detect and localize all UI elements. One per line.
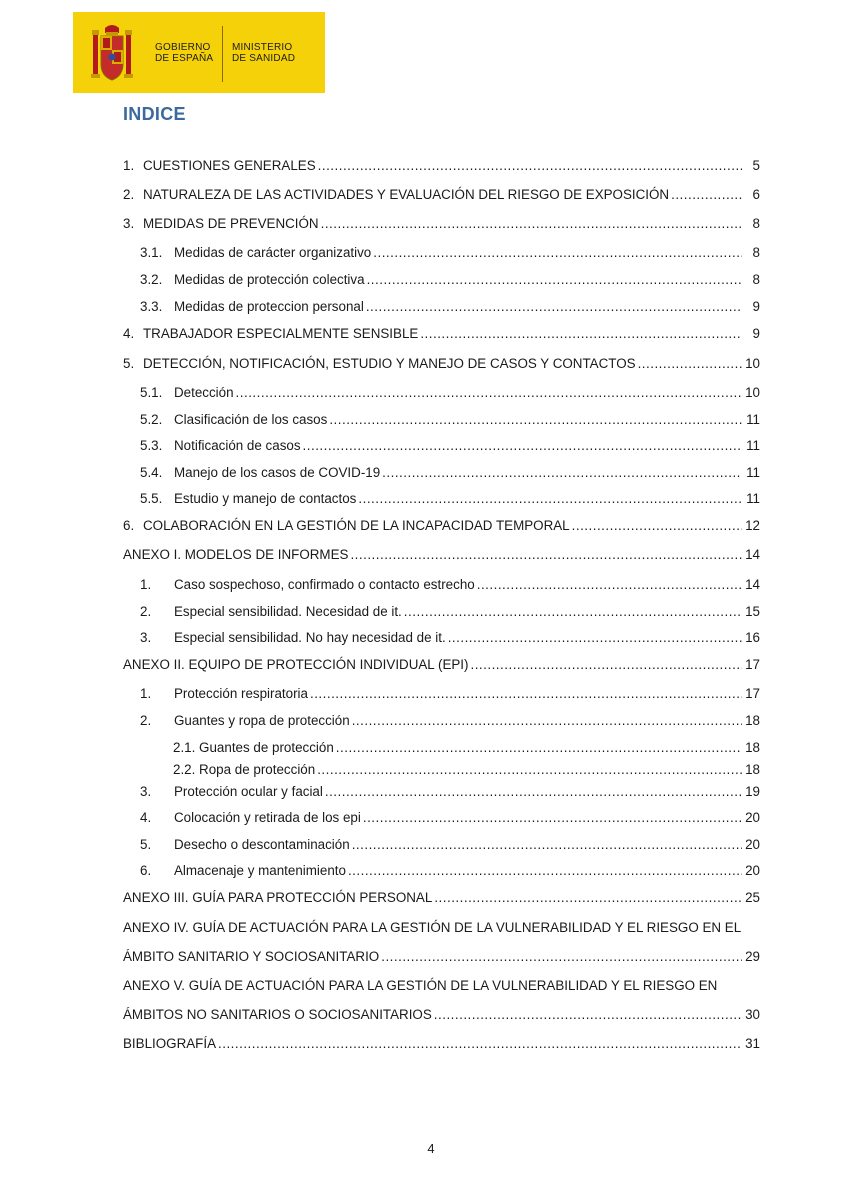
toc-entry[interactable]: 5.5. Estudio y manejo de contactos ..... 11 (123, 490, 760, 507)
logo-text-de-sanidad: DE SANIDAD (232, 53, 296, 64)
toc-entry[interactable]: 5. Desecho o descontaminación ..... 20 (123, 836, 760, 853)
toc-entry[interactable]: 4. Colocación y retirada de los epi ..... 20 (123, 809, 760, 826)
toc-entry[interactable]: 3.1. Medidas de carácter organizativo ..... 8 (123, 244, 760, 261)
logo-text-de-espana: DE ESPAÑA (155, 53, 214, 64)
toc-entry[interactable]: 5.2. Clasificación de los casos ..... 11 (123, 411, 760, 428)
toc-entry[interactable]: ANEXO II. EQUIPO DE PROTECCIÓN INDIVIDUAL (EPI) ..... 17 (123, 656, 760, 673)
toc-entry[interactable]: ANEXO V. GUÍA DE ACTUACIÓN PARA LA GESTIÓN DE LA VULNERABILIDAD Y EL RIESGO EN (123, 978, 718, 993)
logo-divider (222, 26, 223, 82)
logo-text-ministerio: MINISTERIO (232, 42, 293, 53)
toc-entry[interactable]: ANEXO III. GUÍA PARA PROTECCIÓN PERSONAL ..... 25 (123, 889, 760, 906)
toc-entry[interactable]: 2. Especial sensibilidad. Necesidad de it. ..... 15 (123, 603, 760, 620)
toc-entry[interactable]: ANEXO I. MODELOS DE INFORMES ..... 14 (123, 546, 760, 563)
toc-entry[interactable]: 6. COLABORACIÓN EN LA GESTIÓN DE LA INCAPACIDAD TEMPORAL ..... 12 (123, 517, 760, 534)
toc-entry[interactable]: 2.1. Guantes de protección ..... 18 (123, 739, 760, 756)
toc-entry[interactable]: 5.4. Manejo de los casos de COVID-19 ..... 11 (123, 464, 760, 481)
toc-entry[interactable]: 3.2. Medidas de protección colectiva ..... 8 (123, 271, 760, 288)
toc-entry[interactable]: 2.2. Ropa de protección ..... 18 (123, 761, 760, 778)
toc-entry[interactable]: 5. DETECCIÓN, NOTIFICACIÓN, ESTUDIO Y MANEJO DE CASOS Y CONTACTOS ..... 10 (123, 355, 760, 372)
coat-of-arms-icon (89, 24, 135, 86)
logo-text-gobierno: GOBIERNO (155, 42, 211, 53)
toc-entry[interactable]: ÁMBITOS NO SANITARIOS O SOCIOSANITARIOS ..... 30 (123, 1006, 760, 1023)
toc-entry[interactable]: 2. Guantes y ropa de protección ..... 18 (123, 712, 760, 729)
toc-entry[interactable]: 2. NATURALEZA DE LAS ACTIVIDADES Y EVALUACIÓN DEL RIESGO DE EXPOSICIÓN ..... 6 (123, 186, 760, 203)
toc-entry[interactable]: 1. Protección respiratoria ..... 17 (123, 685, 760, 702)
toc-entry[interactable]: 1. CUESTIONES GENERALES ..... 5 (123, 157, 760, 174)
toc-entry[interactable]: 4. TRABAJADOR ESPECIALMENTE SENSIBLE ..... 9 (123, 325, 760, 342)
toc-entry[interactable]: 3. Especial sensibilidad. No hay necesidad de it. ..... 16 (123, 629, 760, 646)
toc-entry[interactable]: 5.3. Notificación de casos ..... 11 (123, 437, 760, 454)
toc-entry[interactable]: ÁMBITO SANITARIO Y SOCIOSANITARIO ..... 29 (123, 948, 760, 965)
toc-entry[interactable]: ANEXO IV. GUÍA DE ACTUACIÓN PARA LA GESTIÓN DE LA VULNERABILIDAD Y EL RIESGO EN EL (123, 920, 742, 935)
toc-entry[interactable]: 3. Protección ocular y facial ..... 19 (123, 783, 760, 800)
toc-entry[interactable]: 3.3. Medidas de proteccion personal ..... 9 (123, 298, 760, 315)
toc-entry[interactable]: 5.1. Detección ..... 10 (123, 384, 760, 401)
toc-entry[interactable]: BIBLIOGRAFÍA ..... 31 (123, 1035, 760, 1052)
toc-entry[interactable]: 3. MEDIDAS DE PREVENCIÓN ..... 8 (123, 215, 760, 232)
page-number: 4 (427, 1141, 435, 1156)
page-title: INDICE (123, 104, 186, 124)
toc-entry[interactable]: 1. Caso sospechoso, confirmado o contacto estrecho ..... 14 (123, 576, 760, 593)
government-logo (73, 12, 325, 93)
toc-entry[interactable]: 6. Almacenaje y mantenimiento ..... 20 (123, 862, 760, 879)
